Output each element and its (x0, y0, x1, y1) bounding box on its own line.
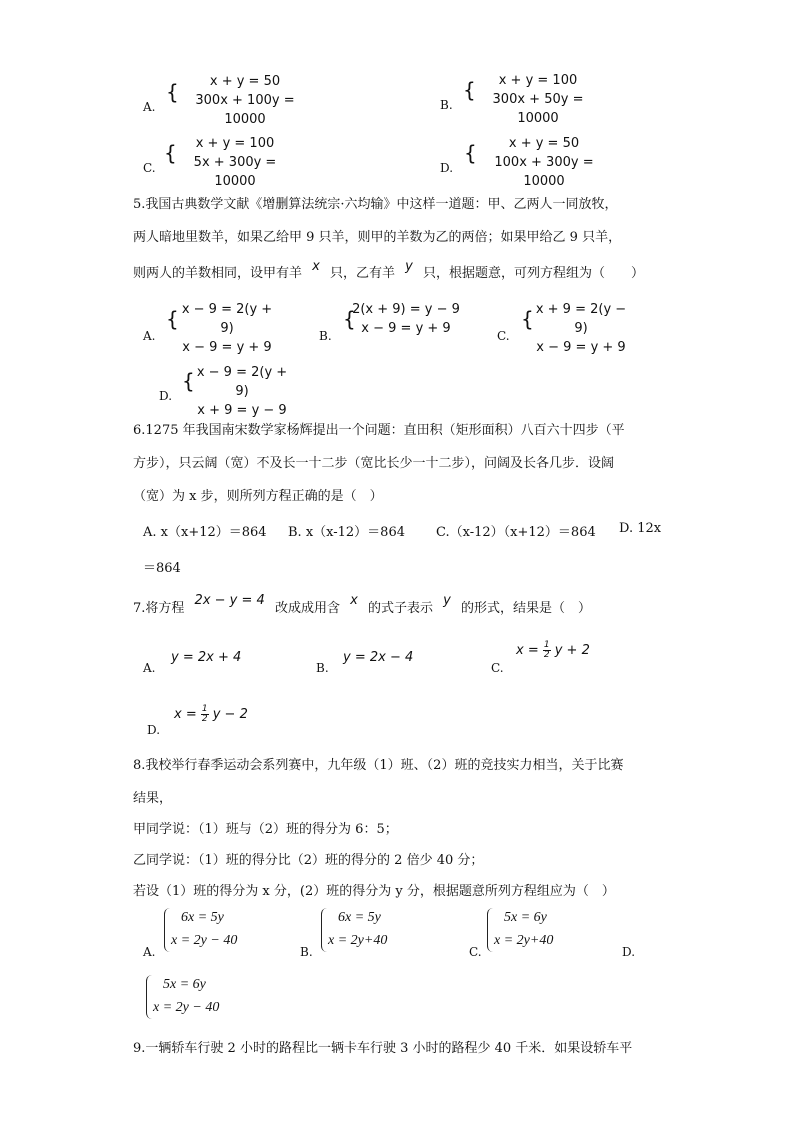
option-label: B. (300, 945, 313, 959)
q6-line-3: （宽）为 x 步，则所列方程正确的是（ ） (133, 489, 383, 504)
option-label: B. (440, 98, 453, 112)
q6-option-b[interactable]: B. x（x-12）＝864 (288, 525, 406, 540)
equation-2: x + 9 = y − 9 (197, 403, 287, 418)
q6-option-a[interactable]: A. x（x+12）＝864 (143, 525, 267, 540)
math-variable: x (350, 593, 358, 608)
equation-1: 5x = 6y (504, 910, 547, 925)
option-label: B. (319, 329, 332, 343)
equation-system (173, 134, 297, 191)
equation-1: x + y = 100 (195, 136, 275, 151)
option-label: A. (143, 661, 156, 675)
q6-line-1: 6.1275 年我国南宋数学家杨辉提出一个问题：直田积（矩形面积）八百六十四步（平 (133, 423, 625, 438)
equation-system (472, 71, 604, 128)
q5-line-2: 两人暗地里数羊，如果乙给甲 9 只羊，则甲的羊数为乙的两倍；如果甲给乙 9 只羊， (133, 230, 622, 245)
brace-icon: { (182, 369, 195, 393)
equation-2: 300x + 100y = 10000 (195, 93, 295, 127)
q9-line-1: 9.一辆轿车行驶 2 小时的路程比一辆卡车行驶 3 小时的路程少 40 千米．如果设轿车平 (133, 1041, 633, 1056)
text-segment: 的形式，结果是（ ） (460, 601, 591, 616)
equation-2: x = 2y − 40 (171, 933, 238, 948)
text-segment: 则两人的羊数相同，设甲有羊 (133, 266, 303, 281)
inline-equation: 2x − y = 4 (194, 593, 265, 608)
denominator: 2 (543, 650, 550, 660)
q6-option-c[interactable]: C.（x-12）（x+12）＝864 (436, 525, 596, 540)
equation-system (351, 300, 461, 338)
text-segment: 7.将方程 (133, 601, 185, 616)
option-label: A. (143, 945, 156, 959)
numerator: 1 (543, 640, 550, 650)
option-label: D. (440, 161, 454, 175)
option-label: A. (143, 100, 156, 114)
option-label: C. (497, 329, 510, 343)
q6-option-d-continued: ＝864 (143, 561, 181, 576)
equation-system (171, 906, 237, 952)
equation-system (328, 906, 387, 952)
equation-2: x − 9 = y + 9 (536, 340, 626, 355)
q8-line-3: 甲同学说：（1）班与（2）班的得分为 6：5； (133, 822, 398, 837)
q8-line-1: 8.我校举行春季运动会系列赛中，九年级（1）班、（2）班的竞技实力相当，关于比赛 (133, 758, 624, 773)
q5-line-3 (133, 259, 645, 281)
math-variable: x (312, 259, 320, 274)
equation-system (190, 363, 294, 420)
option-label: C. (469, 945, 482, 959)
equation-system (176, 72, 314, 129)
expression-rhs: y + 2 (554, 643, 590, 658)
brace-icon: { (164, 141, 177, 165)
math-variable: y (405, 259, 413, 274)
text-segment: 的式子表示 (367, 601, 433, 616)
equation-2: x − 9 = y + 9 (182, 340, 272, 355)
text-segment: 只，乙有羊 (330, 266, 396, 281)
option-label: B. (316, 661, 329, 675)
equation-2: x − 9 = y + 9 (361, 321, 451, 336)
numerator: 1 (201, 704, 208, 714)
q5-line-1: 5.我国古典数学文献《增删算法统宗·六均输》中这样一道题：甲、乙两人一同放牧， (133, 197, 618, 212)
expression-lhs: x = (174, 707, 197, 722)
equation-1: x + 9 = 2(y − 9) (535, 302, 627, 336)
equation-1: x − 9 = 2(y + 9) (196, 365, 288, 399)
expression-rhs: y − 2 (212, 707, 248, 722)
brace-icon: { (521, 307, 534, 331)
option-label: D. (147, 723, 161, 737)
equation-2: x = 2y+40 (494, 933, 554, 948)
equation-1: x − 9 = 2(y + 9) (181, 302, 273, 336)
option-label: D. (159, 389, 173, 403)
equation-1: x + y = 100 (498, 73, 578, 88)
equation-2: x = 2y+40 (328, 933, 388, 948)
equation-1: x + y = 50 (209, 74, 281, 89)
brace-icon: { (464, 141, 477, 165)
equation-system (153, 973, 219, 1019)
fraction (543, 641, 551, 660)
q7-stem (133, 593, 591, 616)
q8-line-2: 结果， (133, 791, 173, 806)
equation-2: x = 2y − 40 (153, 1000, 220, 1015)
equation-2: 300x + 50y = 10000 (492, 92, 584, 126)
brace-icon: { (463, 78, 476, 102)
expression-lhs: x = (516, 643, 539, 658)
equation-system (175, 300, 279, 357)
brace-icon: { (343, 307, 356, 331)
option-expression (174, 705, 248, 724)
brace-icon: { (166, 80, 179, 104)
equation-2: 100x + 300y = 10000 (494, 155, 594, 189)
option-expression: y = 2x − 4 (343, 650, 414, 665)
equation-system (529, 300, 633, 357)
q8-line-5: 若设（1）班的得分为 x 分，(2）班的得分为 y 分，根据题意所列方程组应为（ ） (133, 884, 615, 899)
q8-line-4: 乙同学说：（1）班的得分比（2）班的得分的 2 倍少 40 分； (133, 853, 484, 868)
brace-icon: { (166, 307, 179, 331)
q6-line-2: 方步），只云阔（宽）不及长一十二步（宽比长少一十二步），问阔及长各几步．设阔 (133, 456, 615, 471)
text-segment: 只，根据题意，可列方程组为（ ） (423, 266, 645, 281)
equation-1: 2(x + 9) = y − 9 (352, 302, 460, 317)
option-label: C. (491, 661, 504, 675)
equation-1: 6x = 5y (338, 910, 381, 925)
equation-system (474, 134, 614, 191)
option-label: A. (143, 329, 156, 343)
equation-1: 5x = 6y (163, 977, 206, 992)
q6-option-d[interactable]: D. 12x (619, 521, 662, 536)
denominator: 2 (201, 714, 208, 724)
text-segment: 改成成用含 (274, 601, 340, 616)
option-expression (516, 641, 590, 660)
equation-2: 5x + 300y = 10000 (193, 155, 277, 189)
option-expression: y = 2x + 4 (171, 650, 242, 665)
equation-1: x + y = 50 (508, 136, 580, 151)
option-label: D. (622, 945, 636, 959)
math-variable: y (443, 593, 451, 608)
equation-1: 6x = 5y (181, 910, 224, 925)
fraction (201, 705, 209, 724)
equation-system (494, 906, 553, 952)
option-label: C. (143, 161, 156, 175)
